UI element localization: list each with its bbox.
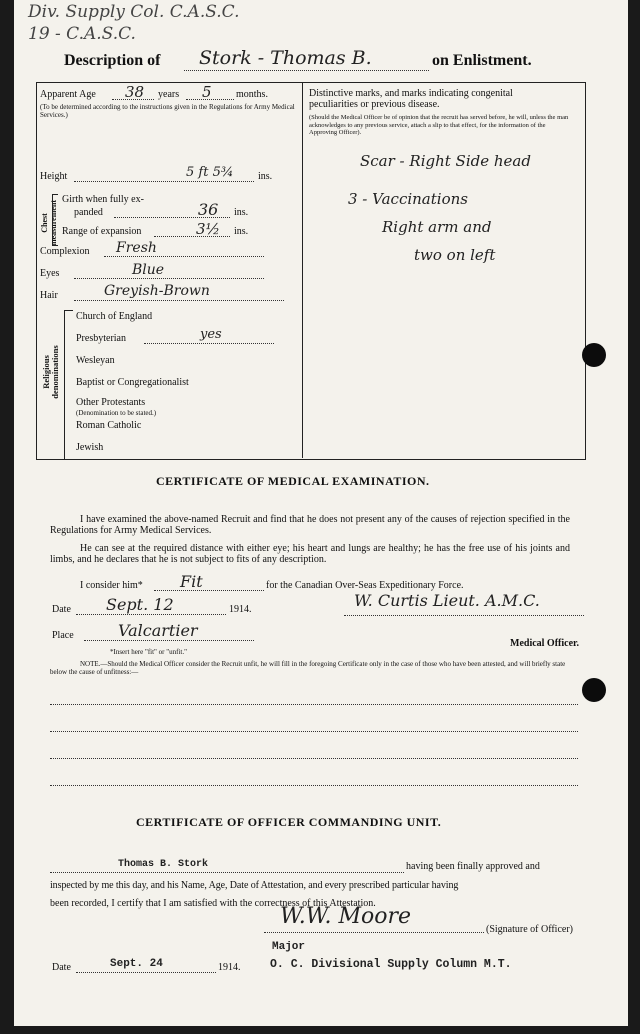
punch-hole-1 <box>582 343 606 367</box>
commanding-line-2: inspected by me this day, and his Name, Age, Date of Attestation, and every prescribed particular having <box>50 880 459 891</box>
commanding-line-3: been recorded, I certify that I am satisfied with the correctness of this Attestation. <box>50 898 376 909</box>
range-label: Range of expansion <box>62 226 142 237</box>
religion-church-of-england: Church of England <box>76 311 153 322</box>
commanding-unit: O. C. Divisional Supply Column M.T. <box>270 958 512 971</box>
recruit-name: Stork - Thomas B. <box>199 47 372 69</box>
medical-date-value: Sept. 12 <box>106 595 174 614</box>
girth-label-2: panded <box>74 207 103 218</box>
marks-entry-3: Right arm and <box>382 218 492 236</box>
force-text: for the Canadian Over-Seas Expeditionary Force. <box>266 580 464 591</box>
eyes-value: Blue <box>132 262 165 278</box>
age-months: 5 <box>202 83 212 101</box>
medical-officer-label: Medical Officer. <box>510 638 580 649</box>
girth-ins: ins. <box>234 207 249 218</box>
medical-year: 1914. <box>229 604 252 615</box>
religion-jewish: Jewish <box>76 442 104 453</box>
age-note: (To be determined according to the instructions given in the Regulations for Army Medical Services.) <box>40 103 295 119</box>
recruit-typed-name: Thomas B. Stork <box>118 859 209 870</box>
punch-hole-2 <box>582 678 606 702</box>
medical-place-value: Valcartier <box>118 621 198 640</box>
complexion-value: Fresh <box>116 240 157 256</box>
unfit-line-4 <box>50 785 578 786</box>
commanding-date-value: Sept. 24 <box>110 958 163 970</box>
insert-note: *Insert here "fit" or "unfit." <box>110 648 187 656</box>
range-value: 3½ <box>196 220 221 238</box>
commanding-rank: Major <box>272 941 306 953</box>
hair-value: Greyish-Brown <box>104 283 210 299</box>
religion-other-protestants: Other Protestants <box>76 397 146 408</box>
commanding-date-label: Date <box>52 962 71 973</box>
title-suffix: on Enlistment. <box>432 52 532 69</box>
height-ins: ins. <box>258 171 273 182</box>
chest-label: Chest measurement <box>40 199 58 247</box>
years-label: years <box>158 89 180 100</box>
medical-para-2: He can see at the required distance with either eye; his heart and lungs are healthy; he has the free use of his joints and limbs, and he declares that he is not subject to fits of any description. <box>50 543 570 565</box>
unfit-note: NOTE.—Should the Medical Officer consider the Recruit unfit, he will fill in the foregoing Certificate only in the case of those who have been attested, and will briefly state below the cause of unfitness:— <box>50 660 566 676</box>
height-label: Height <box>40 171 68 182</box>
top-annotation-1: Div. Supply Col. C.A.S.C. <box>28 2 240 22</box>
consider-label: I consider him* <box>80 580 143 591</box>
signature-label: (Signature of Officer) <box>486 924 574 935</box>
religion-wesleyan: Wesleyan <box>76 355 115 366</box>
religion-baptist: Baptist or Congregationalist <box>76 377 189 388</box>
commanding-title: CERTIFICATE OF OFFICER COMMANDING UNIT. <box>136 815 442 829</box>
religion-roman-catholic: Roman Catholic <box>76 420 142 431</box>
commanding-line-1: having been finally approved and <box>406 861 540 872</box>
marks-heading-2: peculiarities or previous disease. <box>309 99 440 110</box>
marks-entry-4: two on left <box>414 246 496 264</box>
attestation-page <box>14 0 628 1026</box>
title-prefix: Description of <box>64 52 161 69</box>
marks-note: (Should the Medical Officer be of opinion that the recruit has served before, he will, unless the man acknowledges to any previous service, attach a slip to that effect, for the information of the Approving Officer). <box>309 114 569 136</box>
medical-para-1: I have examined the above-named Recruit and find that he does not present any of the causes of rejection specified in the Regulations for Army Medical Services. <box>50 514 570 536</box>
marks-entry-1: Scar - Right Side head <box>360 152 531 170</box>
religion-denomination-note: (Denomination to be stated.) <box>76 409 157 417</box>
medical-officer-signature: W. Curtis Lieut. A.M.C. <box>354 591 540 610</box>
fit-value: Fit <box>180 572 203 591</box>
marks-heading-1: Distinctive marks, and marks indicating congenital <box>309 88 513 99</box>
date-label: Date <box>52 604 71 615</box>
religions-label: Religious denominations <box>41 345 60 399</box>
girth-label-1: Girth when fully ex- <box>62 194 144 205</box>
marks-entry-2: 3 - Vaccinations <box>348 190 468 208</box>
place-label: Place <box>52 630 74 641</box>
commanding-signature: W.W. Moore <box>280 904 412 929</box>
top-annotation-2: 19 - C.A.S.C. <box>28 24 136 44</box>
religion-presbyterian-value: yes <box>200 327 222 342</box>
height-value: 5 ft 5¾ <box>186 165 234 180</box>
eyes-label: Eyes <box>40 268 60 279</box>
hair-label: Hair <box>40 290 58 301</box>
range-ins: ins. <box>234 226 249 237</box>
unfit-line-3 <box>50 758 578 759</box>
months-label: months. <box>236 89 268 100</box>
age-label: Apparent Age <box>40 89 96 100</box>
girth-value: 36 <box>198 200 219 219</box>
age-years: 38 <box>125 83 145 101</box>
complexion-label: Complexion <box>40 246 90 257</box>
medical-title: CERTIFICATE OF MEDICAL EXAMINATION. <box>156 474 430 488</box>
unfit-line-1 <box>50 704 578 705</box>
religion-presbyterian: Presbyterian <box>76 333 126 344</box>
commanding-year: 1914. <box>218 962 241 973</box>
box-divider <box>302 82 303 458</box>
unfit-line-2 <box>50 731 578 732</box>
